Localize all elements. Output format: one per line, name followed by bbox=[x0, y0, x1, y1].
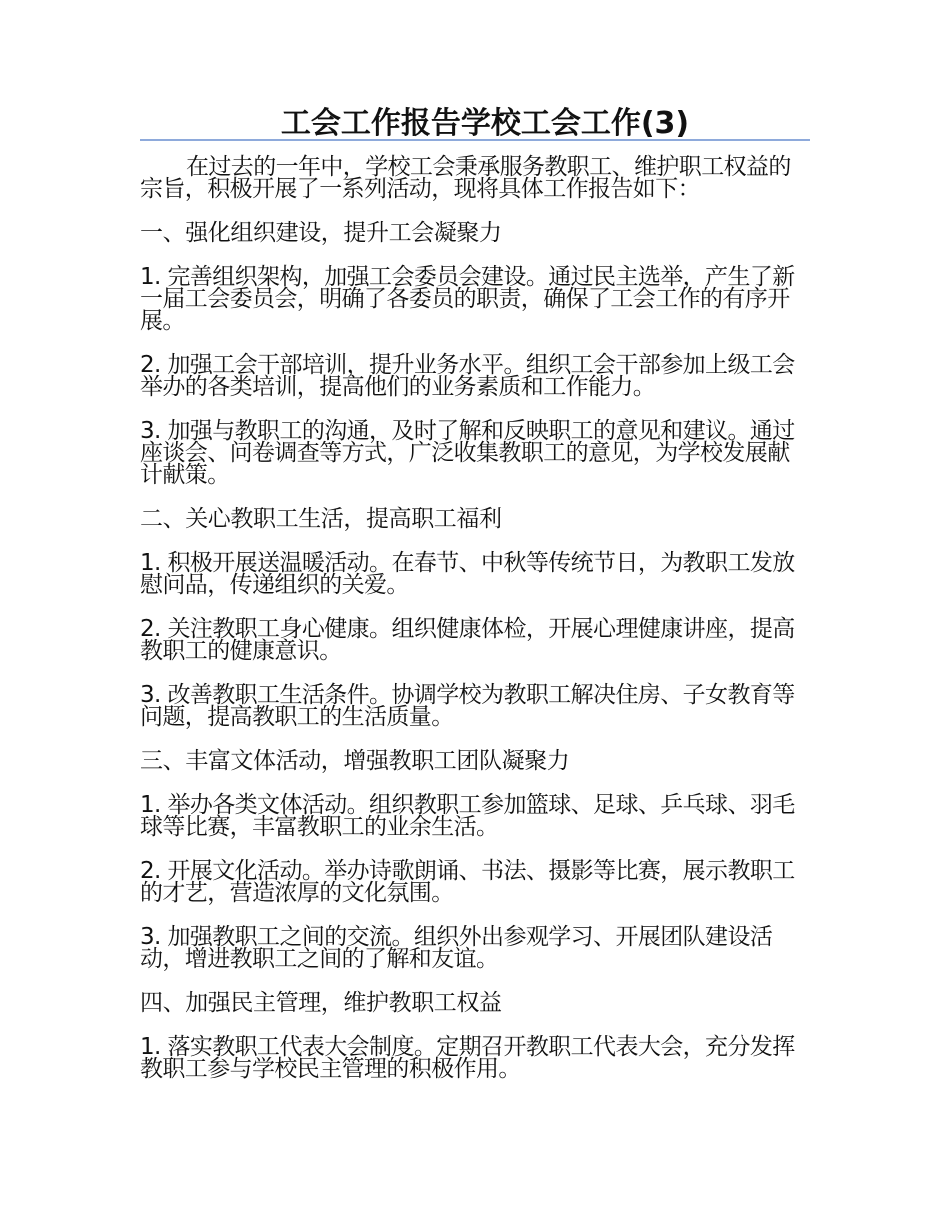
section-item: 1. 举办各类文体活动。组织教职工参加篮球、足球、乒乓球、羽毛球等比赛，丰富教职工的业余生活。 bbox=[140, 792, 795, 840]
section-item: 1. 落实教职工代表大会制度。定期召开教职工代表大会，充分发挥教职工参与学校民主管理的积极作用。 bbox=[140, 1034, 795, 1082]
section-item: 2. 开展文化活动。举办诗歌朗诵、书法、摄影等比赛，展示教职工的才艺，营造浓厚的文化氛围。 bbox=[140, 858, 795, 906]
section-1 bbox=[140, 222, 810, 486]
section-heading: 二、关心教职工生活，提高职工福利 bbox=[140, 506, 502, 532]
document-body bbox=[140, 156, 810, 1102]
section-item: 2. 关注教职工身心健康。组织健康体检，开展心理健康讲座，提高教职工的健康意识。 bbox=[140, 616, 795, 664]
section-heading: 四、加强民主管理，维护教职工权益 bbox=[140, 990, 502, 1016]
section-item: 1. 完善组织架构，加强工会委员会建设。通过民主选举，产生了新一届工会委员会，明确了各委员的职责，确保了工会工作的有序开展。 bbox=[140, 264, 795, 334]
section-item: 2. 加强工会干部培训，提升业务水平。组织工会干部参加上级工会举办的各类培训，提高他们的业务素质和工作能力。 bbox=[140, 352, 795, 400]
section-4 bbox=[140, 992, 810, 1080]
section-heading: 三、丰富文体活动，增强教职工团队凝聚力 bbox=[140, 748, 570, 774]
document-title: 工会工作报告学校工会工作(3) bbox=[280, 106, 690, 141]
section-3 bbox=[140, 750, 810, 970]
section-heading: 一、强化组织建设，提升工会凝聚力 bbox=[140, 220, 502, 246]
section-2 bbox=[140, 508, 810, 728]
section-item: 3. 改善教职工生活条件。协调学校为教职工解决住房、子女教育等问题，提高教职工的生活质量。 bbox=[140, 682, 795, 730]
section-item: 3. 加强教职工之间的交流。组织外出参观学习、开展团队建设活动，增进教职工之间的了解和友谊。 bbox=[140, 924, 773, 972]
intro-paragraph: 在过去的一年中，学校工会秉承服务教职工、维护职工权益的宗旨，积极开展了一系列活动，现将具体工作报告如下： bbox=[140, 154, 791, 202]
title-underline bbox=[140, 139, 810, 141]
section-item: 3. 加强与教职工的沟通，及时了解和反映职工的意见和建议。通过座谈会、问卷调查等方式，广泛收集教职工的意见，为学校发展献计献策。 bbox=[140, 418, 795, 488]
section-item: 1. 积极开展送温暖活动。在春节、中秋等传统节日，为教职工发放慰问品，传递组织的关爱。 bbox=[140, 550, 795, 598]
